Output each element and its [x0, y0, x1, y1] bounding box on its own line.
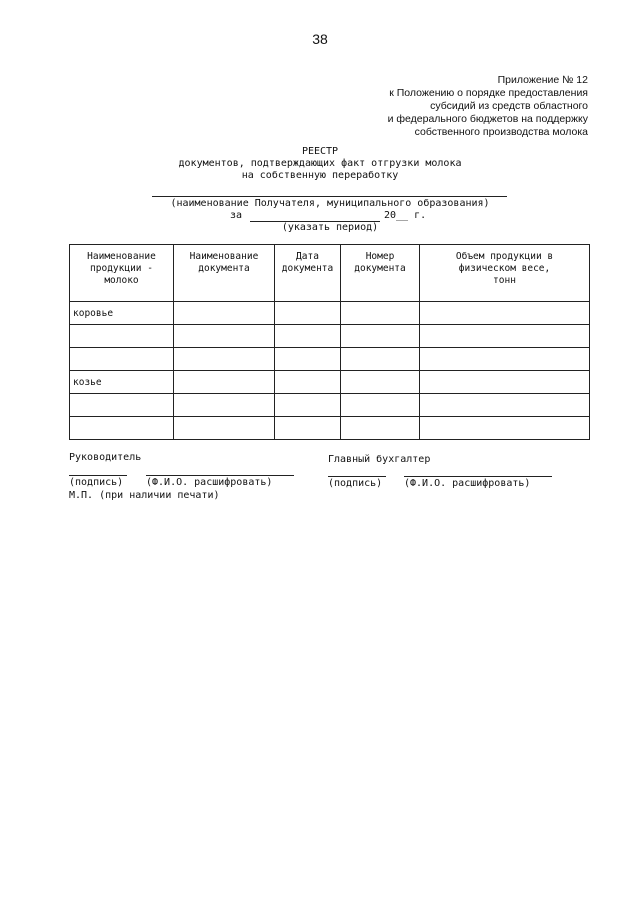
table-row: [70, 325, 590, 348]
table-cell[interactable]: [275, 417, 341, 440]
appendix-line: субсидий из средств областного: [430, 100, 588, 112]
period-prefix: за: [230, 210, 243, 221]
column-header-document-number: Номер документа: [341, 245, 420, 302]
table-cell[interactable]: [174, 302, 275, 325]
appendix-line: и федерального бюджетов на поддержку: [387, 113, 588, 125]
table-cell[interactable]: [174, 417, 275, 440]
table-row: [70, 417, 590, 440]
stamp-note: М.П. (при наличии печати): [69, 490, 220, 501]
appendix-line: к Положению о порядке предоставления: [389, 87, 588, 99]
title-line: документов, подтверждающих факт отгрузки молока: [178, 158, 462, 169]
period-caption: (указать период): [281, 222, 379, 233]
head-signature-line: [69, 475, 127, 476]
column-header-document-date: Дата документа: [275, 245, 341, 302]
table-cell[interactable]: [420, 348, 590, 371]
table-cell[interactable]: [275, 348, 341, 371]
table-cell[interactable]: [420, 302, 590, 325]
table-cell[interactable]: [275, 302, 341, 325]
accountant-signature-line: [328, 476, 386, 477]
table-cell[interactable]: [275, 325, 341, 348]
column-header-document-name: Наименование документа: [174, 245, 275, 302]
table-cell[interactable]: [420, 325, 590, 348]
column-header-volume: Объем продукции в физическом весе, тонн: [420, 245, 590, 302]
head-title: Руководитель: [69, 452, 142, 463]
title-line: на собственную переработку: [241, 170, 399, 181]
page-number: 38: [312, 31, 328, 47]
table-cell[interactable]: [341, 348, 420, 371]
accountant-title: Главный бухгалтер: [328, 454, 431, 465]
table-cell[interactable]: коровье: [70, 302, 174, 325]
table-cell[interactable]: [70, 394, 174, 417]
table-row: [70, 348, 590, 371]
table-cell[interactable]: [420, 371, 590, 394]
table-header-row: [70, 245, 590, 302]
table-cell[interactable]: [275, 394, 341, 417]
head-name-line: [146, 475, 294, 476]
table-cell[interactable]: [174, 325, 275, 348]
head-signature-caption: (подпись): [69, 477, 124, 488]
table-row: [70, 302, 590, 325]
table-cell[interactable]: [341, 417, 420, 440]
table-cell[interactable]: [341, 325, 420, 348]
appendix-line: собственного производства молока: [414, 126, 588, 138]
accountant-name-line: [404, 476, 552, 477]
document-title: [0, 146, 640, 182]
head-name-caption: (Ф.И.О. расшифровать): [146, 477, 273, 488]
table-cell[interactable]: [70, 417, 174, 440]
accountant-name-caption: (Ф.И.О. расшифровать): [404, 478, 531, 489]
table-cell[interactable]: [275, 371, 341, 394]
title-heading: РЕЕСТР: [301, 146, 339, 157]
table-cell[interactable]: [341, 302, 420, 325]
table-row: [70, 371, 590, 394]
column-header-product: Наименование продукции - молоко: [70, 245, 174, 302]
recipient-fill-line: [152, 196, 507, 197]
accountant-signature-caption: (подпись): [328, 478, 383, 489]
table-cell[interactable]: [341, 394, 420, 417]
registry-table: [69, 244, 590, 440]
table-cell[interactable]: [70, 325, 174, 348]
table-cell[interactable]: [174, 371, 275, 394]
table-cell[interactable]: козье: [70, 371, 174, 394]
table-cell[interactable]: [70, 348, 174, 371]
table-row: [70, 394, 590, 417]
period-year: 20__ г.: [384, 210, 427, 221]
table-cell[interactable]: [420, 417, 590, 440]
appendix-line: Приложение № 12: [497, 74, 588, 86]
table-cell[interactable]: [420, 394, 590, 417]
table-cell[interactable]: [174, 394, 275, 417]
recipient-caption: (наименование Получателя, муниципального образования): [170, 198, 490, 209]
table-cell[interactable]: [174, 348, 275, 371]
table-cell[interactable]: [341, 371, 420, 394]
appendix-reference: [388, 74, 588, 139]
